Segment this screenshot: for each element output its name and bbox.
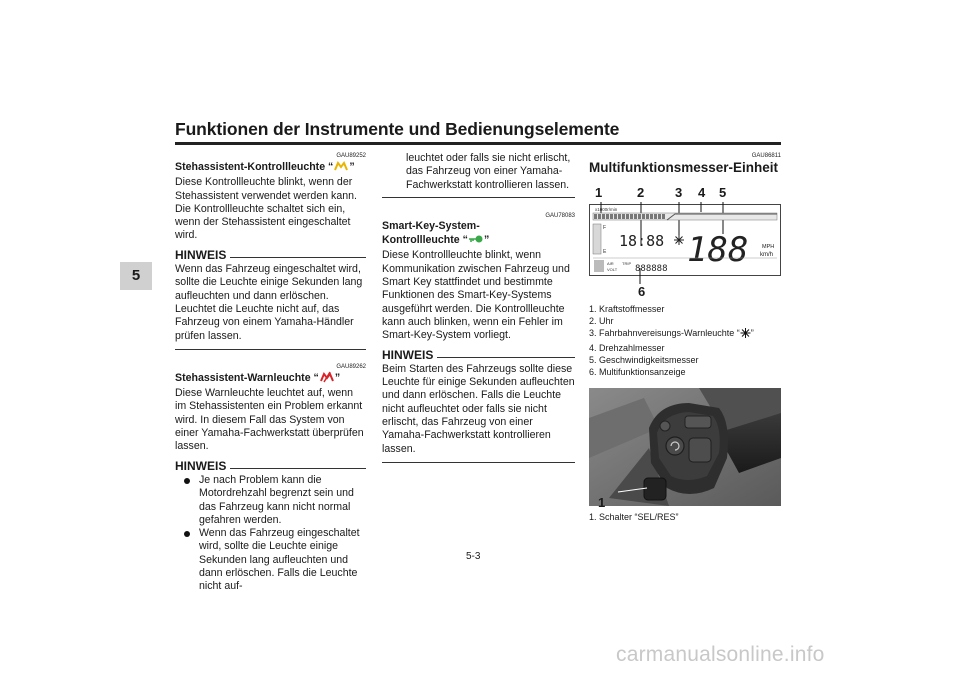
photo-callout-1: 1: [598, 495, 606, 510]
callout-6: 6: [638, 284, 646, 299]
smart-key-icon: [468, 233, 484, 249]
column-2: [382, 152, 575, 463]
unit-kmh: km/h: [760, 252, 774, 258]
section-body: Diese Kontrollleuchte blinkt, wenn Kommunikation zwischen Fahrzeug und Smart Key stattfindet und bestimmte Funktionen des Smart-Key-Systems ausgeführt werden. Die Kontrollleuchte kann auch blinken, wenn ein Fehler im Smart-Key-System vorliegt.: [382, 249, 570, 342]
chapter-tab: 5: [120, 262, 152, 290]
hinweis-body: Beim Starten des Fahrzeugs sollte diese Leuchte für einige Sekunden aufleuchten und dann erlöschen. Falls die Leuchte nicht aufleuchtet oder falls sie nicht erlischt, das Fahrzeug von einer Yamaha-Fachwerkstatt kontrollieren lassen.: [382, 362, 575, 455]
volt-label: VOLT: [607, 267, 618, 272]
odometer-display: 888888: [635, 264, 668, 274]
hinweis-heading: HINWEIS: [175, 249, 366, 262]
section-code: GAU86811: [751, 153, 781, 159]
snowflake-icon: [740, 328, 751, 341]
clock-display: 18:88: [619, 232, 665, 250]
hinweis-end-rule: [382, 197, 575, 198]
section-heading: Smart-Key-System-: [382, 219, 480, 232]
watermark: carmanualsonline.info: [616, 643, 825, 666]
list-item: 6. Multifunktionsanzeige: [589, 367, 686, 378]
hinweis-heading: HINWEIS: [382, 349, 575, 362]
meter-legend-list: [589, 303, 781, 378]
air-label: AIR: [607, 261, 614, 266]
section-heading: Stehassistent-Kontrollleuchte “ ”: [175, 160, 366, 176]
rpm-label: x1000r/min: [595, 207, 618, 212]
fuel-e-label: E: [603, 249, 607, 255]
callout-5: 5: [719, 185, 727, 200]
stand-assist-icon: [333, 160, 349, 176]
bullet-dot: [184, 531, 190, 537]
section-heading: Multifunktionsmesser-Einheit: [589, 160, 779, 175]
hinweis-heading: HINWEIS: [175, 460, 366, 473]
list-item: 1. Kraftstoffmesser: [589, 304, 665, 314]
list-item: 2. Uhr: [589, 316, 614, 327]
column-3: [589, 152, 781, 176]
hinweis-end-rule: [382, 462, 575, 463]
section-body: Diese Kontrollleuchte blinkt, wenn der Stehassistent verwendet werden kann. Die Kontrollleuchte schaltet sich ein, wenn der Stehassistent eingeschaltet wird.: [175, 176, 357, 242]
ice-warning-icon: [674, 235, 684, 245]
bullet-item: Je nach Problem kann die Motordrehzahl begrenzt sein und das Fahrzeug kann nicht normal gefahren werden.: [175, 474, 366, 527]
fuel-f-label: F: [603, 225, 607, 231]
trip-label: TRIP: [622, 261, 632, 266]
section-heading: Kontrollleuchte “ ”: [382, 233, 575, 249]
hinweis-body: Wenn das Fahrzeug eingeschaltet wird, sollte die Leuchte einige Sekunden lang aufleuchten und dann erlöschen. Leuchtet die Leuchte nicht auf, das Fahrzeug von einem Yamaha-Händler prüfen lassen.: [175, 263, 363, 342]
callout-1: 1: [595, 185, 603, 200]
page-title: Funktionen der Instrumente und Bedienungselemente: [175, 119, 620, 139]
section-heading: Stehassistent-Warnleuchte “ ”: [175, 371, 366, 387]
callout-2: 2: [637, 185, 645, 200]
unit-mph: MPH: [762, 244, 775, 250]
page-number: 5-3: [466, 551, 481, 562]
photo-caption: 1. Schalter “SEL/RES”: [589, 512, 679, 522]
section-code: GAU89262: [336, 363, 366, 370]
section-code: GAU78083: [545, 212, 575, 219]
list-item: 4. Drehzahlmesser: [589, 342, 665, 353]
section-body: Diese Warnleuchte leuchtet auf, wenn im Stehassistenten ein Problem erkannt wird. In diesem Fall das System von einer Yamaha-Fachwerkstatt überprüfen lassen.: [175, 387, 364, 453]
callout-4: 4: [698, 185, 706, 200]
title-rule: [175, 142, 781, 145]
bullet-item: Wenn das Fahrzeug eingeschaltet wird, sollte die Leuchte einige Sekunden lang aufleuchten und dann erlöschen. Falls die Leuchte nicht auf-: [175, 527, 366, 593]
meter-display-illustration: [589, 198, 781, 288]
list-item: 3. Fahrbahnvereisungs-Warnleuchte “ ”: [589, 327, 781, 341]
bullet-dot: [184, 478, 190, 484]
callout-3: 3: [675, 185, 683, 200]
continued-text: leuchtet oder falls sie nicht erlischt, das Fahrzeug von einer Yamaha-Fachwerkstatt kontrollieren lassen.: [406, 152, 571, 191]
list-item: 5. Geschwindigkeitsmesser: [589, 354, 699, 365]
speed-display: 188: [687, 230, 749, 270]
hinweis-end-rule: [175, 349, 366, 350]
section-code: GAU89252: [336, 153, 366, 159]
column-1: [175, 152, 366, 594]
handlebar-switch-photo: [589, 388, 781, 506]
stand-assist-warning-icon: [319, 371, 335, 387]
